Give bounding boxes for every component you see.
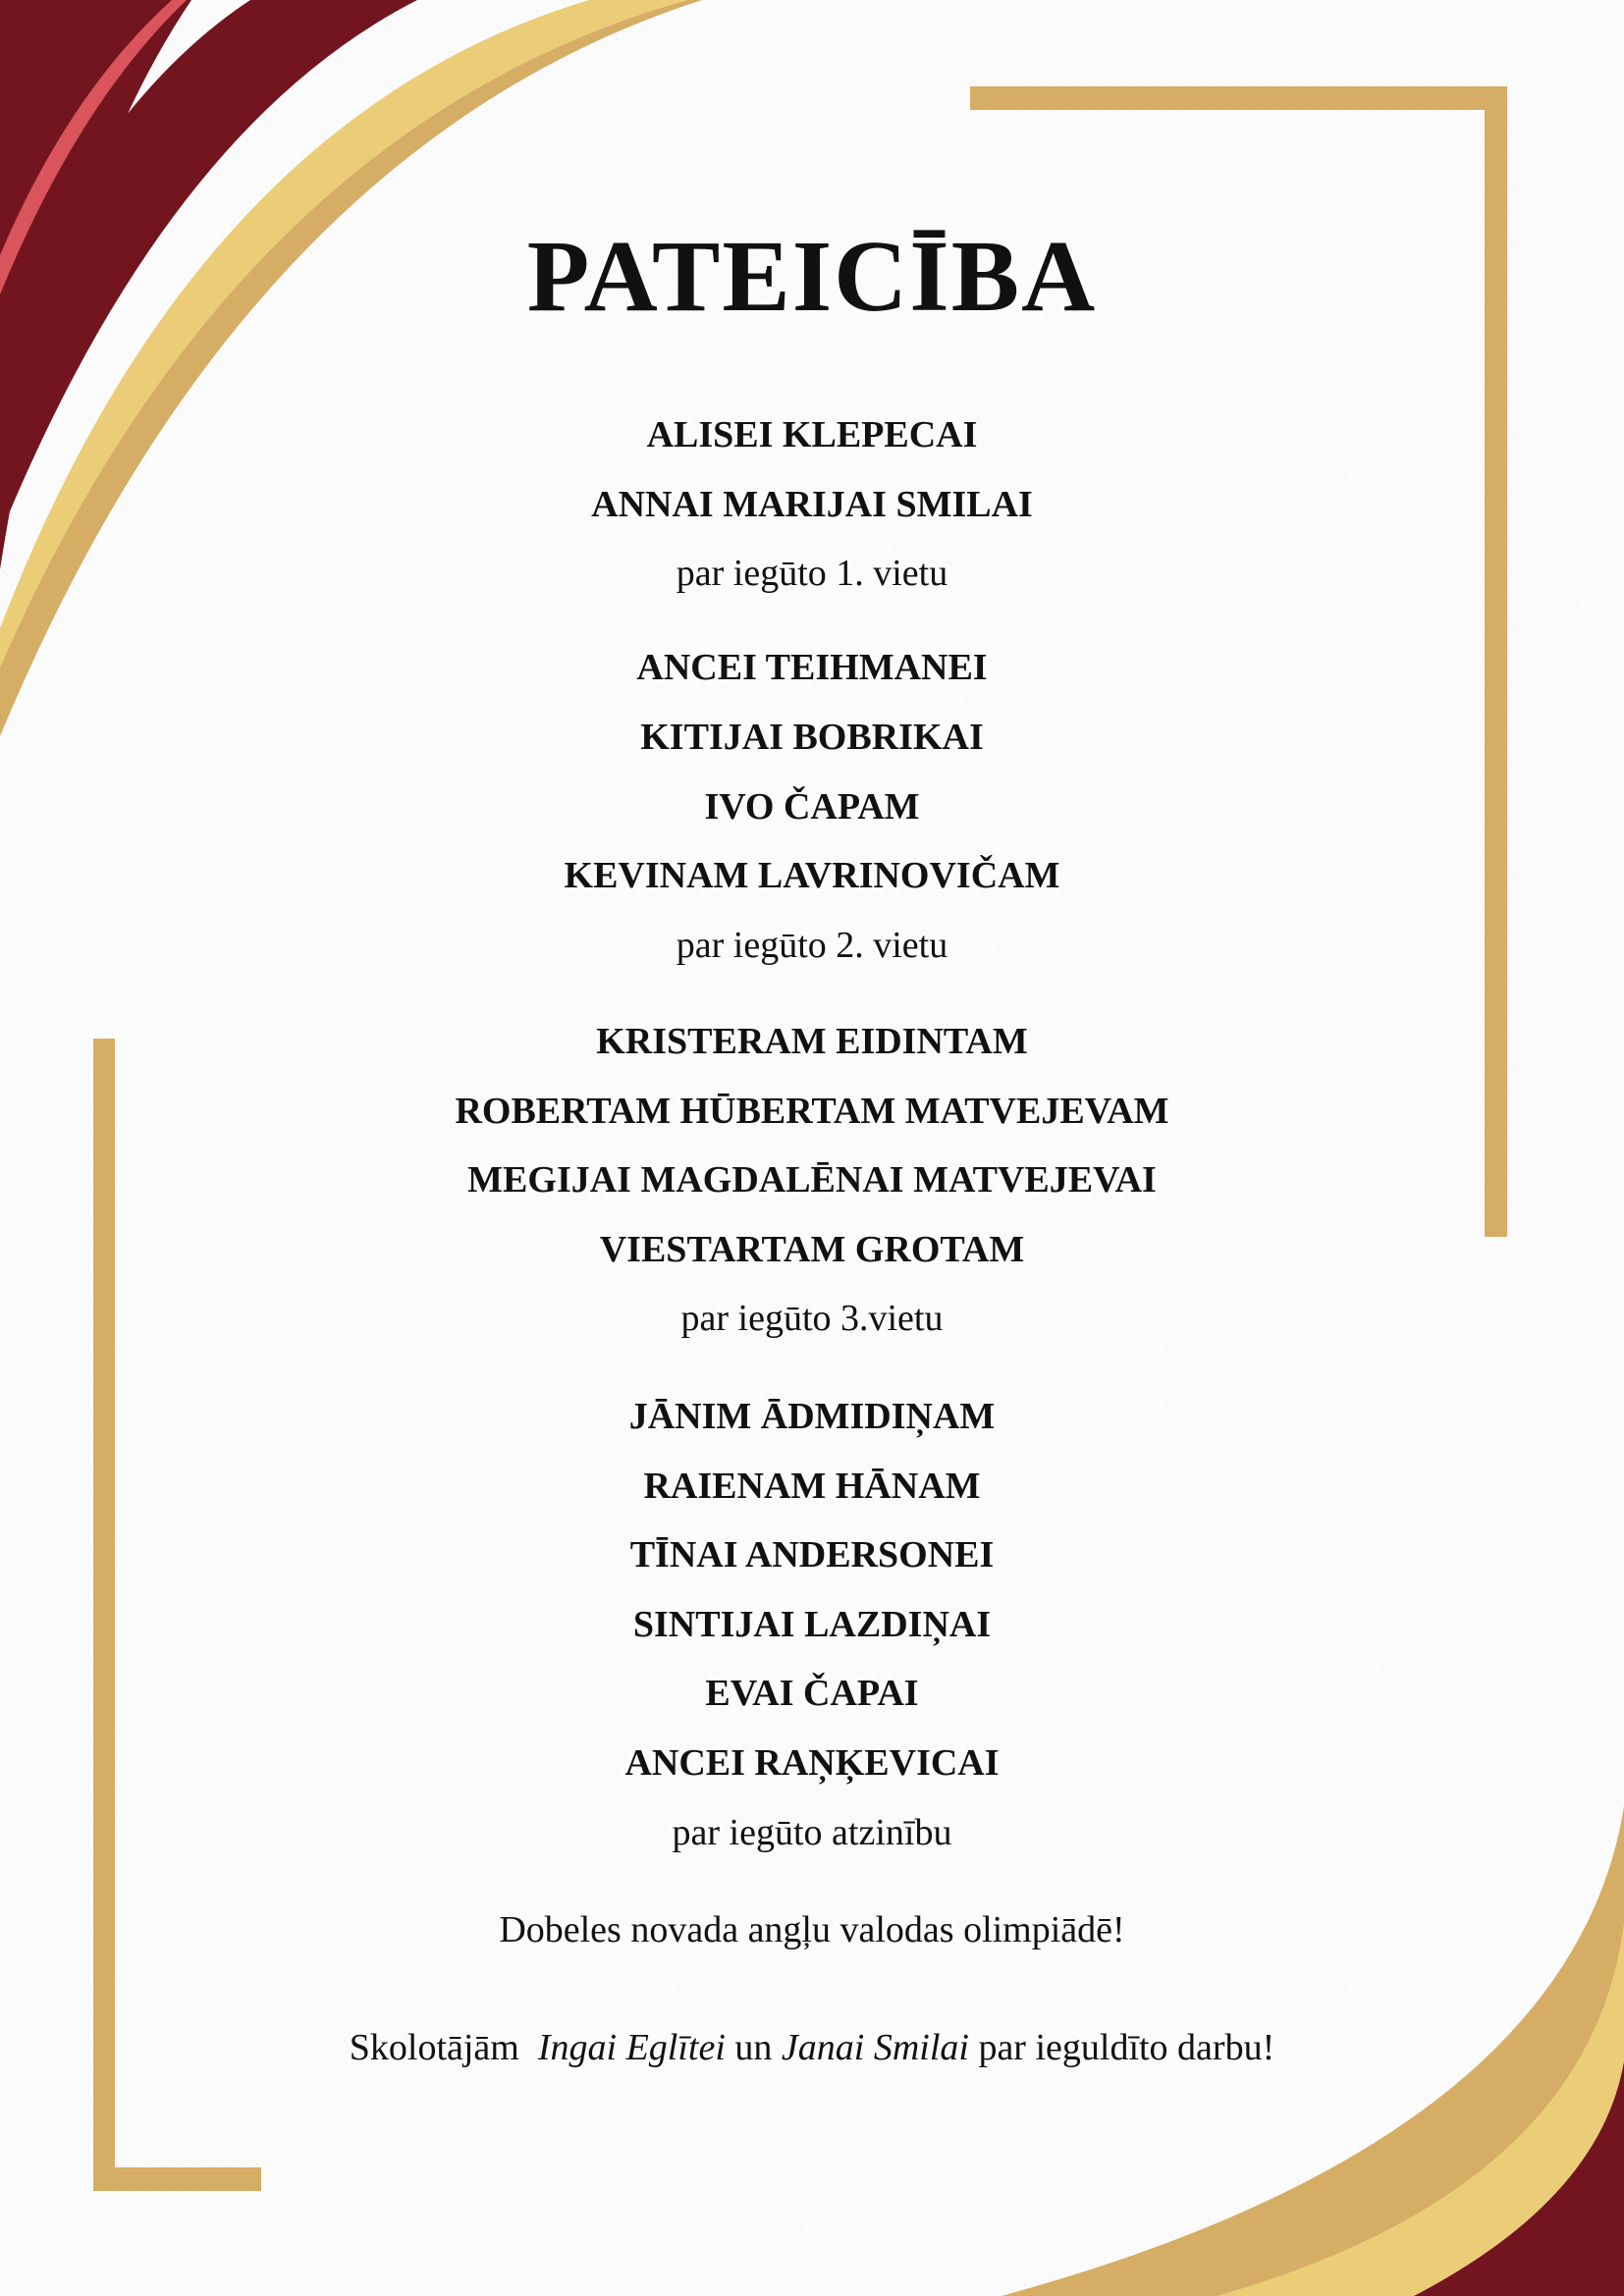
teacher-name: Ingai Eglītei xyxy=(537,2027,726,2068)
awardee-name: VIESTARTAM GROTAM xyxy=(599,1229,1025,1270)
awardee-name: ALISEI KLEPECAI xyxy=(646,414,978,455)
awardee-name: IVO ČAPAM xyxy=(704,786,920,828)
event-line: Dobeles novada angļu valodas olimpiādē! xyxy=(499,1909,1125,1950)
awardee-name: ROBERTAM HŪBERTAM MATVEJEVAM xyxy=(455,1091,1169,1132)
awardee-name: ANCEI TEIHMANEI xyxy=(636,647,988,688)
award-caption: par iegūto 2. vietu xyxy=(676,925,948,966)
award-caption: par iegūto 3.vietu xyxy=(680,1298,944,1339)
awardee-name: RAIENAM HĀNAM xyxy=(643,1466,981,1507)
teachers-suffix: par ieguldīto darbu! xyxy=(978,2027,1275,2068)
teachers-prefix: Skolotājām xyxy=(349,2027,519,2068)
teacher-name: Janai Smilai xyxy=(781,2027,969,2068)
awardee-name: ANCEI RAŅĶEVICAI xyxy=(624,1742,1000,1784)
awardee-name: MEGIJAI MAGDALĒNAI MATVEJEVAI xyxy=(467,1159,1157,1201)
awardee-name: KRISTERAM EIDINTAM xyxy=(596,1021,1028,1062)
award-caption: par iegūto atzinību xyxy=(672,1812,952,1853)
award-caption: par iegūto 1. vietu xyxy=(676,553,948,594)
teachers-line xyxy=(0,2023,1624,2072)
awardee-name: TĪNAI ANDERSONEI xyxy=(629,1534,995,1575)
awardee-name: SINTIJAI LAZDIŅAI xyxy=(632,1604,992,1645)
awardee-name: KEVINAM LAVRINOVIČAM xyxy=(564,855,1060,896)
awardee-name: JĀNIM ĀDMIDIŅAM xyxy=(628,1396,996,1437)
certificate-title: PATEICĪBA xyxy=(526,220,1098,333)
teachers-conjunction: un xyxy=(734,2027,773,2068)
awardee-name: ANNAI MARIJAI SMILAI xyxy=(591,484,1033,525)
awardee-name: EVAI ČAPAI xyxy=(705,1673,919,1714)
awardee-name: KITIJAI BOBRIKAI xyxy=(640,717,984,758)
